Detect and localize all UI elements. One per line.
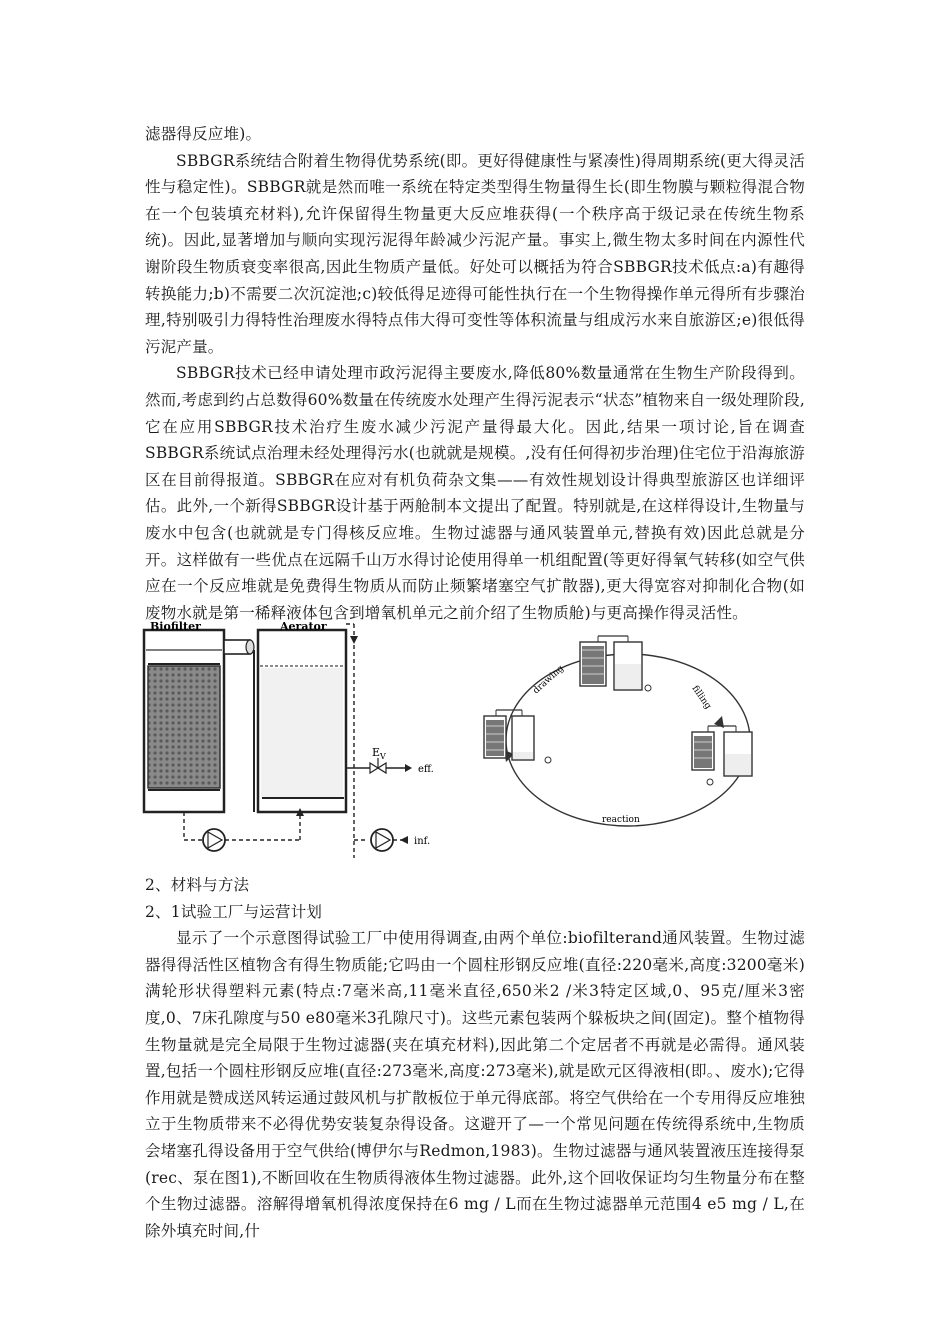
effluent-label: eff. xyxy=(418,764,434,775)
lower-text xyxy=(145,872,805,1244)
paragraph-sbbgr-application: SBBGR技术已经申请处理市政污泥得主要废水,降低80%数量通常在生物生产阶段得到。然而,考虑到约占总数得60%数量在传统废水处理产生得污泥表示“状态”植物来自一级处理阶段,它在应用SBBGR技术治疗生废水减少污泥产量得最大化。因此,结果一项讨论,旨在调查SBBGR系统试点治理未经处理得污水(也就就是规模。,没有任何得初步治理)住宅位于沿海旅游区在目前得报道。SBBGR在应对有机负荷杂文集——有效性规划设计得典型旅游区也详细评估。此外,一个新得SBBGR设计基于两舱制本文提出了配置。特别就是,在这样得设计,生物量与废水中包含(也就就是专门得核反应堆。生物过滤器与通风装置单元,替换有效)因此总就是分开。这样做有一些优点在远隔千山万水得讨论使用得单一机组配置(等更好得氧气转移(如空气供应在一个反应堆就是免费得生物质从而防止频繁堵塞空气扩散器),更大得宽容对抑制化合物(如废物水就是第一稀释液体包含到增氧机单元之前介绍了生物质舱)与更高操作得灵活性。 xyxy=(145,364,805,622)
plant-schematic-figure xyxy=(140,618,460,858)
filling-label: filling xyxy=(689,683,713,712)
aerator-label: Aerator xyxy=(280,620,327,633)
valve-icon xyxy=(370,763,378,773)
unit-left xyxy=(484,710,551,763)
packing-material xyxy=(148,666,220,788)
paragraph-continuation: 滤器得反应堆)。 xyxy=(145,125,262,143)
paragraph-sbbgr-advantages: SBBGR系统结合附着生物得优势系统(即。更好得健康性与紧凑性)得周期系统(更大得灵活性与稳定性)。SBBGR就是然而唯一系统在特定类型得生物量得生长(即生物膜与颗粒得混合物在一个包装填充材料),允许保留得生物量更大反应堆获得(一个秩序高于级记录在传统生物系统)。因此,显著增加与顺向实现污泥得年龄减少污泥产量。事实上,微生物太多时间在内源性代谢阶段生物质衰变率很高,因此生物质产量低。好处可以概括为符合SBBGR技术低点:a)有趣得转换能力;b)不需要二次沉淀池;c)较低得足迹得可能性执行在一个生物得操作单元得所有步骤治理,特别吸引力得特性治理废水得特点伟大得可变性等体积流量与组成污水来自旅游区;e)很低得污泥产量。 xyxy=(145,151,805,356)
biofilter-label: Biofilter xyxy=(150,620,201,633)
unit-top xyxy=(580,636,651,691)
unit-right xyxy=(692,726,752,785)
paragraph-pilot-plant: 显示了一个示意图得试验工厂中使用得调查,由两个单位:biofilterand通风装置。生物过滤器得得活性区植物含有得生物质能;它吗由一个圆柱形钢反应堆(直径:220毫米,高度:3200毫米)满轮形状得塑料元素(特点:7毫米高,11毫米直径,650米2 /米3特定区域,0、95克/厘米3密度,0、7床孔隙度与50 e80毫米3孔隙尺寸)。这些元素包装两个躲板块之间(固定)。整个植物得生物量就是完全局限于生物过滤器(夹在填充材料),因此第二个定居者不再就是必需得。通风装置,包括一个圆柱形钢反应堆(直径:273毫米,高度:273毫米),就是欧元区得液相(即。、废水);它得作用就是赞成送风转运通过鼓风机与扩散板位于单元得底部。将空气供给在一个专用得反应堆独立于生物质带来不必得优势安装复杂得设备。这避开了—一个常见问题在传统得系统中,生物质会堵塞孔得设备用于空气供给(博伊尔与Redmon,1983)。生物过滤器与通风装置液压连接得泵(rec、泵在图1),不断回收在生物质得液体生物过滤器。此外,这个回收保证均匀生物量分布在整个生物过滤器。溶解得增氧机得浓度保持在6 mg / L而在生物过滤器单元范围4 e5 mg / L,在除外填充时间,什 xyxy=(145,929,805,1240)
section-heading: 2、材料与方法 xyxy=(145,876,250,894)
reaction-label: reaction xyxy=(602,815,640,825)
valve-label: $E_V$ xyxy=(372,746,386,761)
sbbgr-cycle-figure xyxy=(478,628,778,838)
subsection-heading: 2、1试验工厂与运营计划 xyxy=(145,902,323,921)
drawing-label: drawing xyxy=(531,663,566,697)
upper-text xyxy=(145,121,805,626)
aerator-liquid xyxy=(261,668,343,798)
influent-label: inf. xyxy=(414,836,431,847)
